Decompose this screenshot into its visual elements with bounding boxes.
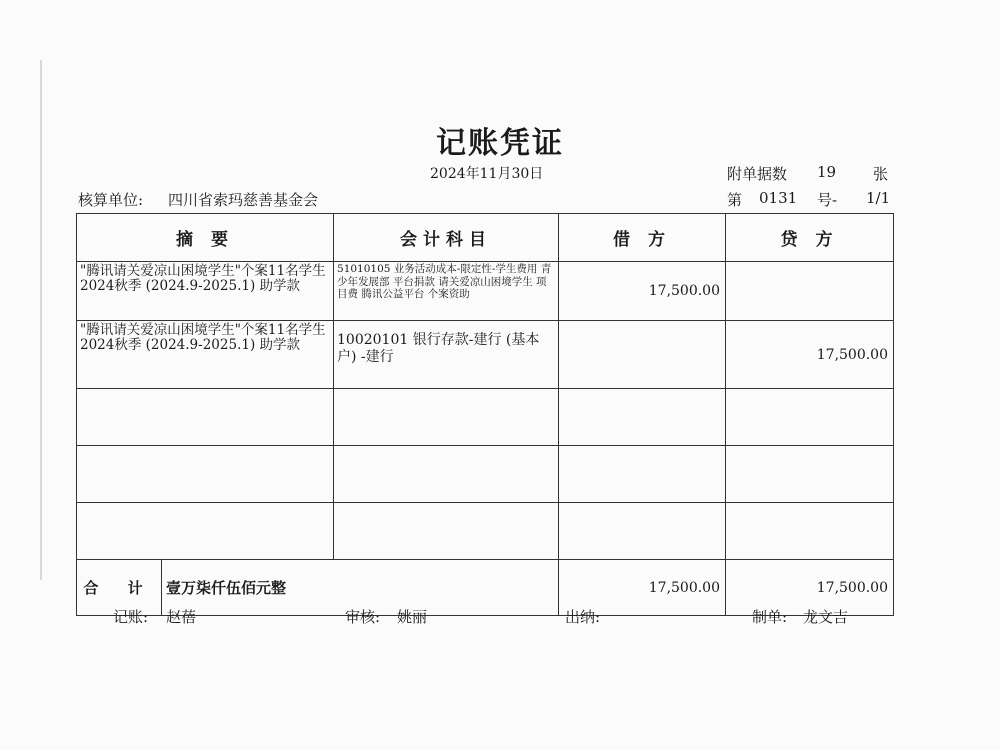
voucher-date: 2024年11月30日 (430, 166, 544, 182)
debit-cell: 17,500.00 (559, 262, 726, 321)
voucher-number: 0131 (759, 189, 798, 207)
unit-label: 核算单位: (78, 191, 144, 209)
bookkeeper-label: 记账: (113, 608, 149, 626)
empty-row (77, 503, 894, 560)
empty-row (77, 446, 894, 503)
header-debit: 借 方 (559, 214, 726, 262)
credit-cell: 17,500.00 (726, 321, 894, 389)
unit-value: 四川省索玛慈善基金会 (168, 191, 319, 209)
table-row (77, 262, 894, 321)
voucher-number-suffix: 号- (817, 191, 838, 209)
reviewer-label: 审核: (345, 608, 381, 626)
total-debit: 17,500.00 (559, 560, 726, 616)
voucher-table (76, 213, 894, 616)
total-label: 合 计 (77, 560, 162, 616)
total-amount-words: 壹万柒仟伍佰元整 (162, 560, 559, 616)
summary-cell: "腾讯请关爱凉山困境学生"个案11名学生2024秋季 (2024.9-2025.1) 助学款 (77, 321, 334, 389)
attachments-count: 19 (817, 163, 837, 181)
table-header-row (77, 214, 894, 262)
attachments-unit: 张 (873, 165, 889, 183)
header-account: 会计科目 (334, 214, 559, 262)
header-summary: 摘 要 (77, 214, 334, 262)
debit-cell (559, 321, 726, 389)
header-credit: 贷 方 (726, 214, 894, 262)
credit-cell (726, 262, 894, 321)
reviewer-name: 姚丽 (397, 608, 428, 626)
empty-row (77, 389, 894, 446)
voucher-number-prefix: 第 (727, 191, 743, 209)
bookkeeper-name: 赵蓓 (166, 608, 197, 626)
voucher-title: 记账凭证 (436, 126, 564, 161)
preparer-name: 龙文吉 (803, 608, 849, 626)
account-cell: 51010105 业务活动成本-限定性-学生费用 青少年发展部 平台捐款 请关爱凉山困境学生 项目费 腾讯公益平台 个案资助 (334, 262, 559, 321)
table-row (77, 321, 894, 389)
attachments-label: 附单据数 (727, 165, 788, 183)
summary-cell: "腾讯请关爱凉山困境学生"个案11名学生2024秋季 (2024.9-2025.1) 助学款 (77, 262, 334, 321)
cashier-label: 出纳: (565, 608, 601, 626)
total-credit: 17,500.00 (726, 560, 894, 616)
voucher-page: 1/1 (866, 189, 891, 207)
preparer-label: 制单: (752, 608, 788, 626)
account-cell: 10020101 银行存款-建行 (基本户) -建行 (334, 321, 559, 389)
